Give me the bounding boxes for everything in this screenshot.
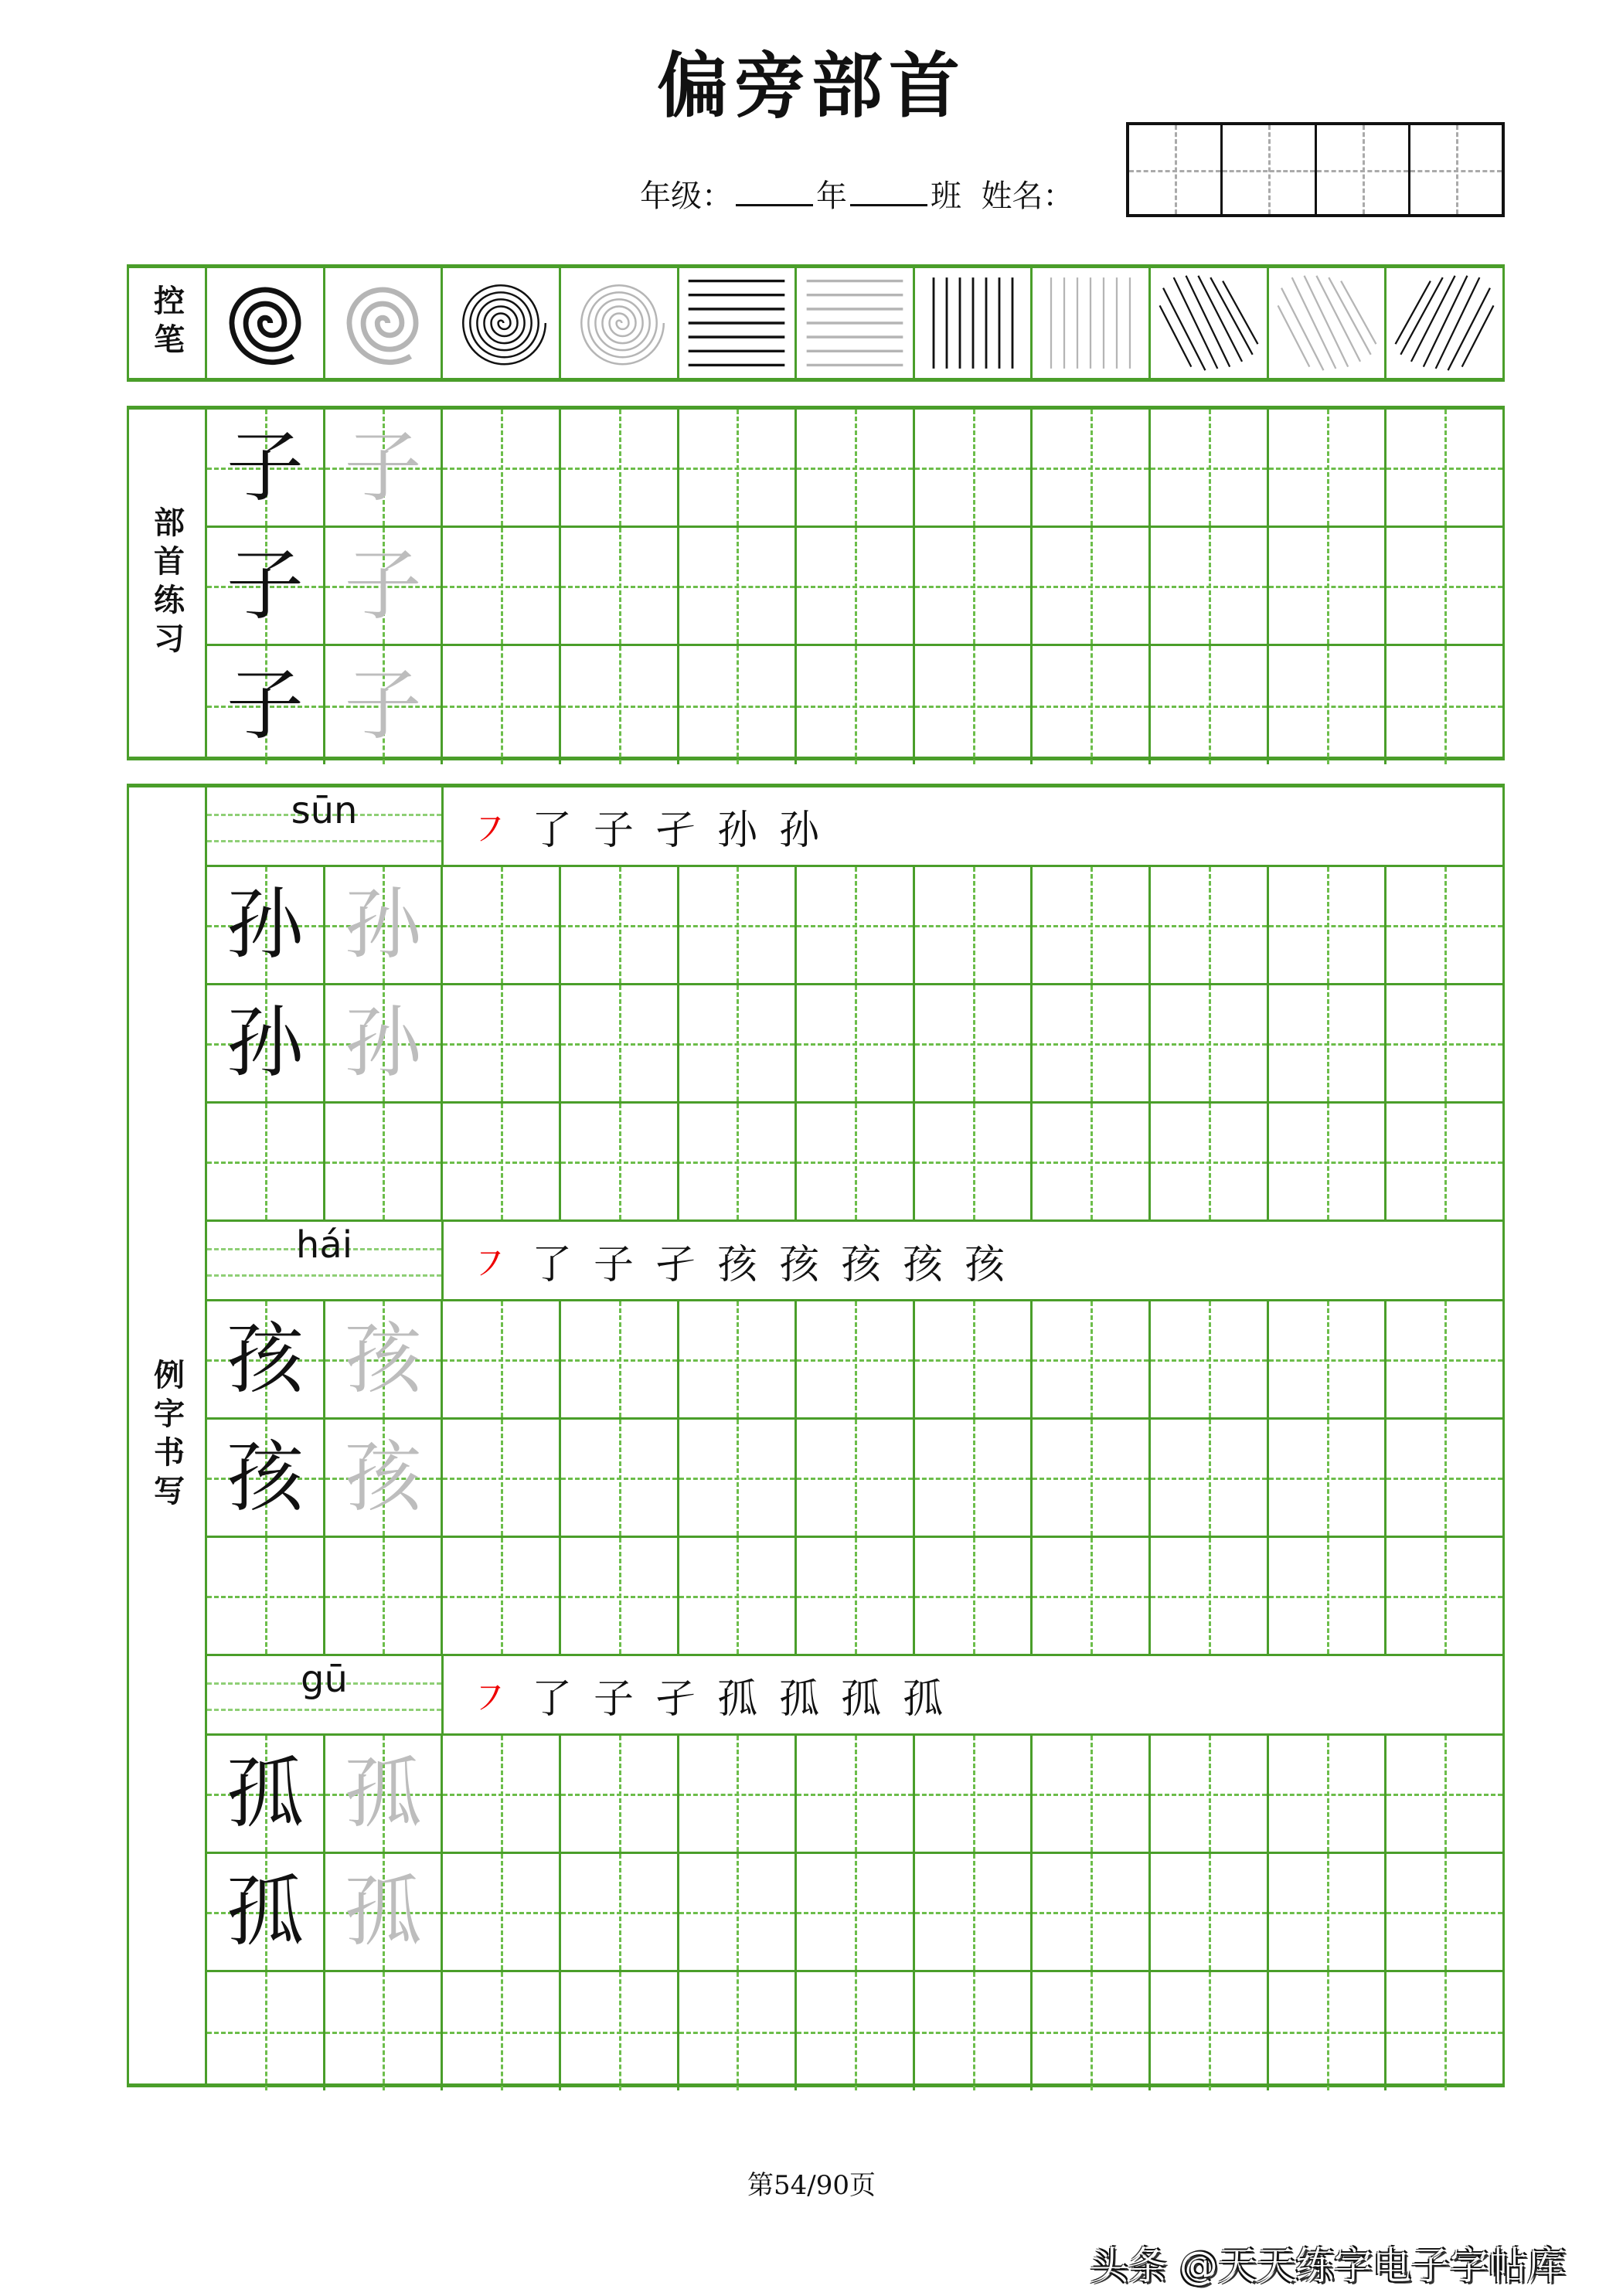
grid-cell[interactable] (1269, 410, 1387, 526)
grid-cell[interactable] (797, 1301, 915, 1417)
grid-cell[interactable] (679, 1538, 798, 1654)
watermark: 头条 @天天练字电子字帖库 (1090, 2243, 1566, 2288)
radical-row (207, 528, 1502, 646)
grid-cell[interactable] (443, 528, 561, 644)
grid-cell[interactable] (679, 1972, 798, 2090)
student-info-line (640, 172, 1073, 216)
name-label: 姓名： (981, 179, 1074, 214)
stroke-step: 了 (531, 1675, 572, 1723)
grid-cell[interactable] (1269, 1104, 1387, 1219)
grid-cell[interactable] (797, 985, 915, 1101)
grid-cell-model (207, 528, 325, 644)
grid-cell-model (207, 410, 325, 526)
stroke-order (444, 1222, 1502, 1299)
trace-char: 孩 (344, 1314, 422, 1404)
stroke-step: 孩 (902, 1241, 943, 1288)
stroke-step: 孩 (840, 1241, 881, 1288)
grid-cell[interactable] (1033, 1104, 1151, 1219)
grid-cell[interactable] (679, 1736, 798, 1852)
grid-cell[interactable] (1269, 1420, 1387, 1536)
practice-row (207, 985, 1502, 1104)
example-characters-block (127, 784, 1505, 2087)
diagonal-lines-black-icon (1151, 268, 1269, 378)
model-char: 孤 (226, 1866, 304, 1957)
grid-cell-model (207, 1854, 325, 1970)
pen-control-label-cell (129, 268, 207, 378)
radical-trace-char: 子 (344, 422, 422, 512)
grid-cell[interactable] (797, 1420, 915, 1536)
grid-cell[interactable] (1151, 1420, 1269, 1536)
page-number: 第54/90页 (747, 2170, 876, 2201)
grid-cell[interactable] (561, 867, 679, 983)
grid-cell[interactable] (1387, 1301, 1502, 1417)
pen-control-strip (127, 264, 1505, 382)
grid-cell[interactable] (915, 1854, 1033, 1970)
grid-cell-trace[interactable] (325, 1736, 444, 1852)
grid-cell[interactable] (1269, 867, 1387, 983)
pinyin-cell (207, 1222, 444, 1299)
practice-row (207, 1420, 1502, 1538)
grid-cell[interactable] (915, 1736, 1033, 1852)
stroke-step: 孩 (716, 1241, 757, 1288)
grid-cell[interactable] (915, 1538, 1033, 1654)
grid-cell[interactable] (443, 1420, 561, 1536)
trace-char: 孤 (344, 1748, 422, 1839)
grid-cell[interactable] (1269, 1736, 1387, 1852)
grid-cell[interactable] (797, 528, 915, 644)
grid-cell[interactable] (1387, 1104, 1502, 1219)
grid-cell[interactable] (915, 1104, 1033, 1219)
grid-cell-trace[interactable] (325, 1854, 444, 1970)
spiral-thin-gray-icon (561, 268, 679, 378)
grid-cell[interactable] (1269, 1854, 1387, 1970)
horizontal-lines-gray-icon (797, 268, 915, 378)
name-cell[interactable] (1410, 125, 1502, 214)
grid-cell[interactable] (915, 528, 1033, 644)
grid-cell[interactable] (915, 985, 1033, 1101)
radical-model-char: 子 (226, 540, 304, 631)
grid-cell[interactable] (1387, 1538, 1502, 1654)
grid-cell[interactable] (443, 1972, 561, 2090)
grid-cell[interactable] (1033, 985, 1151, 1101)
stroke-step: 子 (593, 1675, 634, 1723)
grid-cell[interactable] (1033, 1301, 1151, 1417)
radical-trace-char: 子 (344, 659, 422, 750)
grid-cell[interactable] (443, 985, 561, 1101)
grid-cell[interactable] (443, 1301, 561, 1417)
trace-char: 孙 (344, 879, 422, 970)
radical-practice-block (127, 406, 1505, 760)
stroke-step: 子 (593, 807, 634, 854)
practice-row (207, 1972, 1502, 2090)
grid-cell[interactable] (1151, 867, 1269, 983)
stroke-step: 孤 (840, 1675, 881, 1723)
grid-cell[interactable] (1151, 1854, 1269, 1970)
grid-cell[interactable] (1269, 646, 1387, 764)
grid-cell[interactable] (561, 646, 679, 764)
grid-cell[interactable] (561, 410, 679, 526)
example-label: 例字书写 (148, 1358, 185, 1513)
practice-row (207, 1104, 1502, 1222)
grid-cell[interactable] (679, 1420, 798, 1536)
grid-cell[interactable] (679, 867, 798, 983)
name-box[interactable] (1126, 122, 1505, 217)
grid-cell[interactable] (1151, 985, 1269, 1101)
grid-cell-trace[interactable] (325, 1301, 444, 1417)
practice-row (207, 1736, 1502, 1854)
grid-cell-trace[interactable] (325, 1420, 444, 1536)
grid-cell[interactable] (1033, 1736, 1151, 1852)
grid-cell[interactable] (207, 1972, 325, 2090)
stroke-step: ㇇ (469, 807, 510, 854)
pinyin-row (207, 1222, 1502, 1301)
radical-row (207, 646, 1502, 764)
grid-cell[interactable] (1387, 1854, 1502, 1970)
practice-row (207, 1538, 1502, 1656)
grid-cell[interactable] (915, 410, 1033, 526)
grid-cell[interactable] (1387, 1420, 1502, 1536)
stroke-step: 孤 (902, 1675, 943, 1723)
spiral-thick-gray-icon (325, 268, 444, 378)
grid-cell[interactable] (797, 646, 915, 764)
grid-cell[interactable] (1387, 528, 1502, 644)
grid-cell[interactable] (915, 1301, 1033, 1417)
grid-cell[interactable] (797, 1736, 915, 1852)
grid-cell-model (207, 867, 325, 983)
stroke-step: 孤 (716, 1675, 757, 1723)
radical-practice-label-cell (129, 410, 207, 757)
grid-cell[interactable] (561, 1736, 679, 1852)
grid-cell[interactable] (1151, 1538, 1269, 1654)
grid-cell[interactable] (1269, 1972, 1387, 2090)
grid-cell[interactable] (1151, 1736, 1269, 1852)
diagonal-lines-gray-icon (1269, 268, 1387, 378)
name-cell[interactable] (1317, 125, 1410, 214)
grid-cell[interactable] (1033, 1854, 1151, 1970)
stroke-step: 孩 (964, 1241, 1005, 1288)
grid-cell[interactable] (915, 646, 1033, 764)
grid-cell-trace[interactable] (325, 985, 444, 1101)
grid-cell[interactable] (1151, 646, 1269, 764)
grid-cell[interactable] (207, 1538, 325, 1654)
model-char: 孩 (226, 1314, 304, 1404)
grid-cell[interactable] (1387, 410, 1502, 526)
grid-cell[interactable] (443, 1736, 561, 1852)
grid-cell[interactable] (679, 1301, 798, 1417)
stroke-step: ㇇ (469, 1675, 510, 1723)
grid-cell[interactable] (679, 985, 798, 1101)
grid-cell[interactable] (443, 1538, 561, 1654)
spiral-thin-black-icon (443, 268, 561, 378)
spiral-thick-black-icon (207, 268, 325, 378)
grid-cell[interactable] (679, 1854, 798, 1970)
trace-char: 孩 (344, 1432, 422, 1522)
model-char: 孤 (226, 1748, 304, 1839)
diagonal-lines-black-2-icon (1387, 268, 1502, 378)
radical-model-char: 子 (226, 422, 304, 512)
pinyin-text: hái (295, 1223, 353, 1267)
practice-row (207, 1854, 1502, 1972)
grid-cell[interactable] (325, 1104, 444, 1219)
page-title: 偏旁部首 (656, 44, 966, 128)
grid-cell[interactable] (1151, 410, 1269, 526)
grid-cell[interactable] (1269, 528, 1387, 644)
model-char: 孙 (226, 998, 304, 1088)
class-suffix: 班 (931, 179, 961, 214)
grid-cell[interactable] (679, 646, 798, 764)
vertical-lines-gray-icon (1033, 268, 1151, 378)
stroke-step: 孩 (778, 1241, 819, 1288)
grid-cell[interactable] (1269, 1301, 1387, 1417)
grid-cell-trace[interactable] (325, 410, 444, 526)
pinyin-text: sūn (291, 789, 358, 832)
grid-cell[interactable] (1151, 1301, 1269, 1417)
pinyin-cell (207, 1656, 444, 1733)
pen-control-label: 控笔 (148, 284, 185, 362)
grid-cell[interactable] (561, 1538, 679, 1654)
grid-cell[interactable] (561, 1301, 679, 1417)
grid-cell[interactable] (797, 867, 915, 983)
grid-cell[interactable] (915, 867, 1033, 983)
grid-cell[interactable] (1387, 1972, 1502, 2090)
stroke-step: 孤 (778, 1675, 819, 1723)
trace-char: 孙 (344, 998, 422, 1088)
stroke-step: 孑 (655, 807, 696, 854)
grid-cell[interactable] (797, 1972, 915, 2090)
stroke-step: 孙 (716, 807, 757, 854)
horizontal-lines-black-icon (679, 268, 798, 378)
stroke-step: ㇇ (469, 1241, 510, 1288)
stroke-step: 子 (593, 1241, 634, 1288)
pinyin-row (207, 787, 1502, 867)
grid-cell[interactable] (1387, 1736, 1502, 1852)
grid-cell[interactable] (561, 1972, 679, 2090)
name-cell[interactable] (1223, 125, 1316, 214)
radical-model-char: 子 (226, 659, 304, 750)
grid-cell-model (207, 1301, 325, 1417)
trace-char: 孤 (344, 1866, 422, 1957)
grid-cell[interactable] (797, 1104, 915, 1219)
grid-cell[interactable] (1033, 1420, 1151, 1536)
radical-row (207, 410, 1502, 528)
grade-label: 年级： (640, 179, 733, 214)
grid-cell[interactable] (1269, 985, 1387, 1101)
grid-cell-trace[interactable] (325, 528, 444, 644)
grid-cell[interactable] (1269, 1538, 1387, 1654)
grid-cell[interactable] (561, 1854, 679, 1970)
radical-trace-char: 子 (344, 540, 422, 631)
year-suffix: 年 (816, 179, 847, 214)
grid-cell[interactable] (1151, 1972, 1269, 2090)
grid-cell[interactable] (1151, 1104, 1269, 1219)
grid-cell[interactable] (561, 985, 679, 1101)
grid-cell[interactable] (1033, 1972, 1151, 2090)
stroke-step: 孑 (655, 1241, 696, 1288)
grid-cell-model (207, 1420, 325, 1536)
grid-cell[interactable] (915, 1420, 1033, 1536)
grid-cell[interactable] (561, 528, 679, 644)
vertical-lines-black-icon (915, 268, 1033, 378)
grid-cell[interactable] (679, 410, 798, 526)
grid-cell[interactable] (1387, 867, 1502, 983)
grid-cell[interactable] (561, 1420, 679, 1536)
grid-cell[interactable] (443, 646, 561, 764)
practice-row (207, 867, 1502, 985)
grid-cell[interactable] (797, 1538, 915, 1654)
practice-row (207, 1301, 1502, 1420)
grid-cell[interactable] (679, 528, 798, 644)
stroke-step: 孑 (655, 1675, 696, 1723)
grid-cell[interactable] (207, 1104, 325, 1219)
stroke-order (444, 1656, 1502, 1733)
pinyin-cell (207, 787, 444, 865)
grid-cell[interactable] (443, 410, 561, 526)
grid-cell[interactable] (797, 410, 915, 526)
model-char: 孙 (226, 879, 304, 970)
radical-practice-label: 部首练习 (148, 505, 185, 661)
grid-cell[interactable] (1387, 646, 1502, 764)
grid-cell[interactable] (443, 1104, 561, 1219)
example-label-cell (129, 787, 207, 2083)
name-cell[interactable] (1129, 125, 1223, 214)
pinyin-text: gū (301, 1658, 348, 1701)
grid-cell[interactable] (443, 1854, 561, 1970)
grid-cell[interactable] (797, 1854, 915, 1970)
grade-year-blank[interactable] (736, 204, 813, 206)
grid-cell[interactable] (1033, 646, 1151, 764)
grid-cell[interactable] (1033, 1538, 1151, 1654)
grid-cell[interactable] (1387, 985, 1502, 1101)
grid-cell[interactable] (1033, 410, 1151, 526)
stroke-step: 了 (531, 807, 572, 854)
class-blank[interactable] (850, 204, 927, 206)
grid-cell[interactable] (1151, 528, 1269, 644)
grid-cell[interactable] (325, 1972, 444, 2090)
grid-cell-model (207, 985, 325, 1101)
grid-cell[interactable] (915, 1972, 1033, 2090)
grid-cell[interactable] (1033, 528, 1151, 644)
grid-cell-model (207, 646, 325, 764)
grid-cell-trace[interactable] (325, 867, 444, 983)
grid-cell[interactable] (325, 1538, 444, 1654)
grid-cell[interactable] (1033, 867, 1151, 983)
stroke-order (444, 787, 1502, 865)
grid-cell[interactable] (443, 867, 561, 983)
stroke-step: 孙 (778, 807, 819, 854)
pinyin-row (207, 1656, 1502, 1736)
stroke-step: 了 (531, 1241, 572, 1288)
grid-cell[interactable] (679, 1104, 798, 1219)
model-char: 孩 (226, 1432, 304, 1522)
grid-cell[interactable] (561, 1104, 679, 1219)
grid-cell-model (207, 1736, 325, 1852)
grid-cell-trace[interactable] (325, 646, 444, 764)
